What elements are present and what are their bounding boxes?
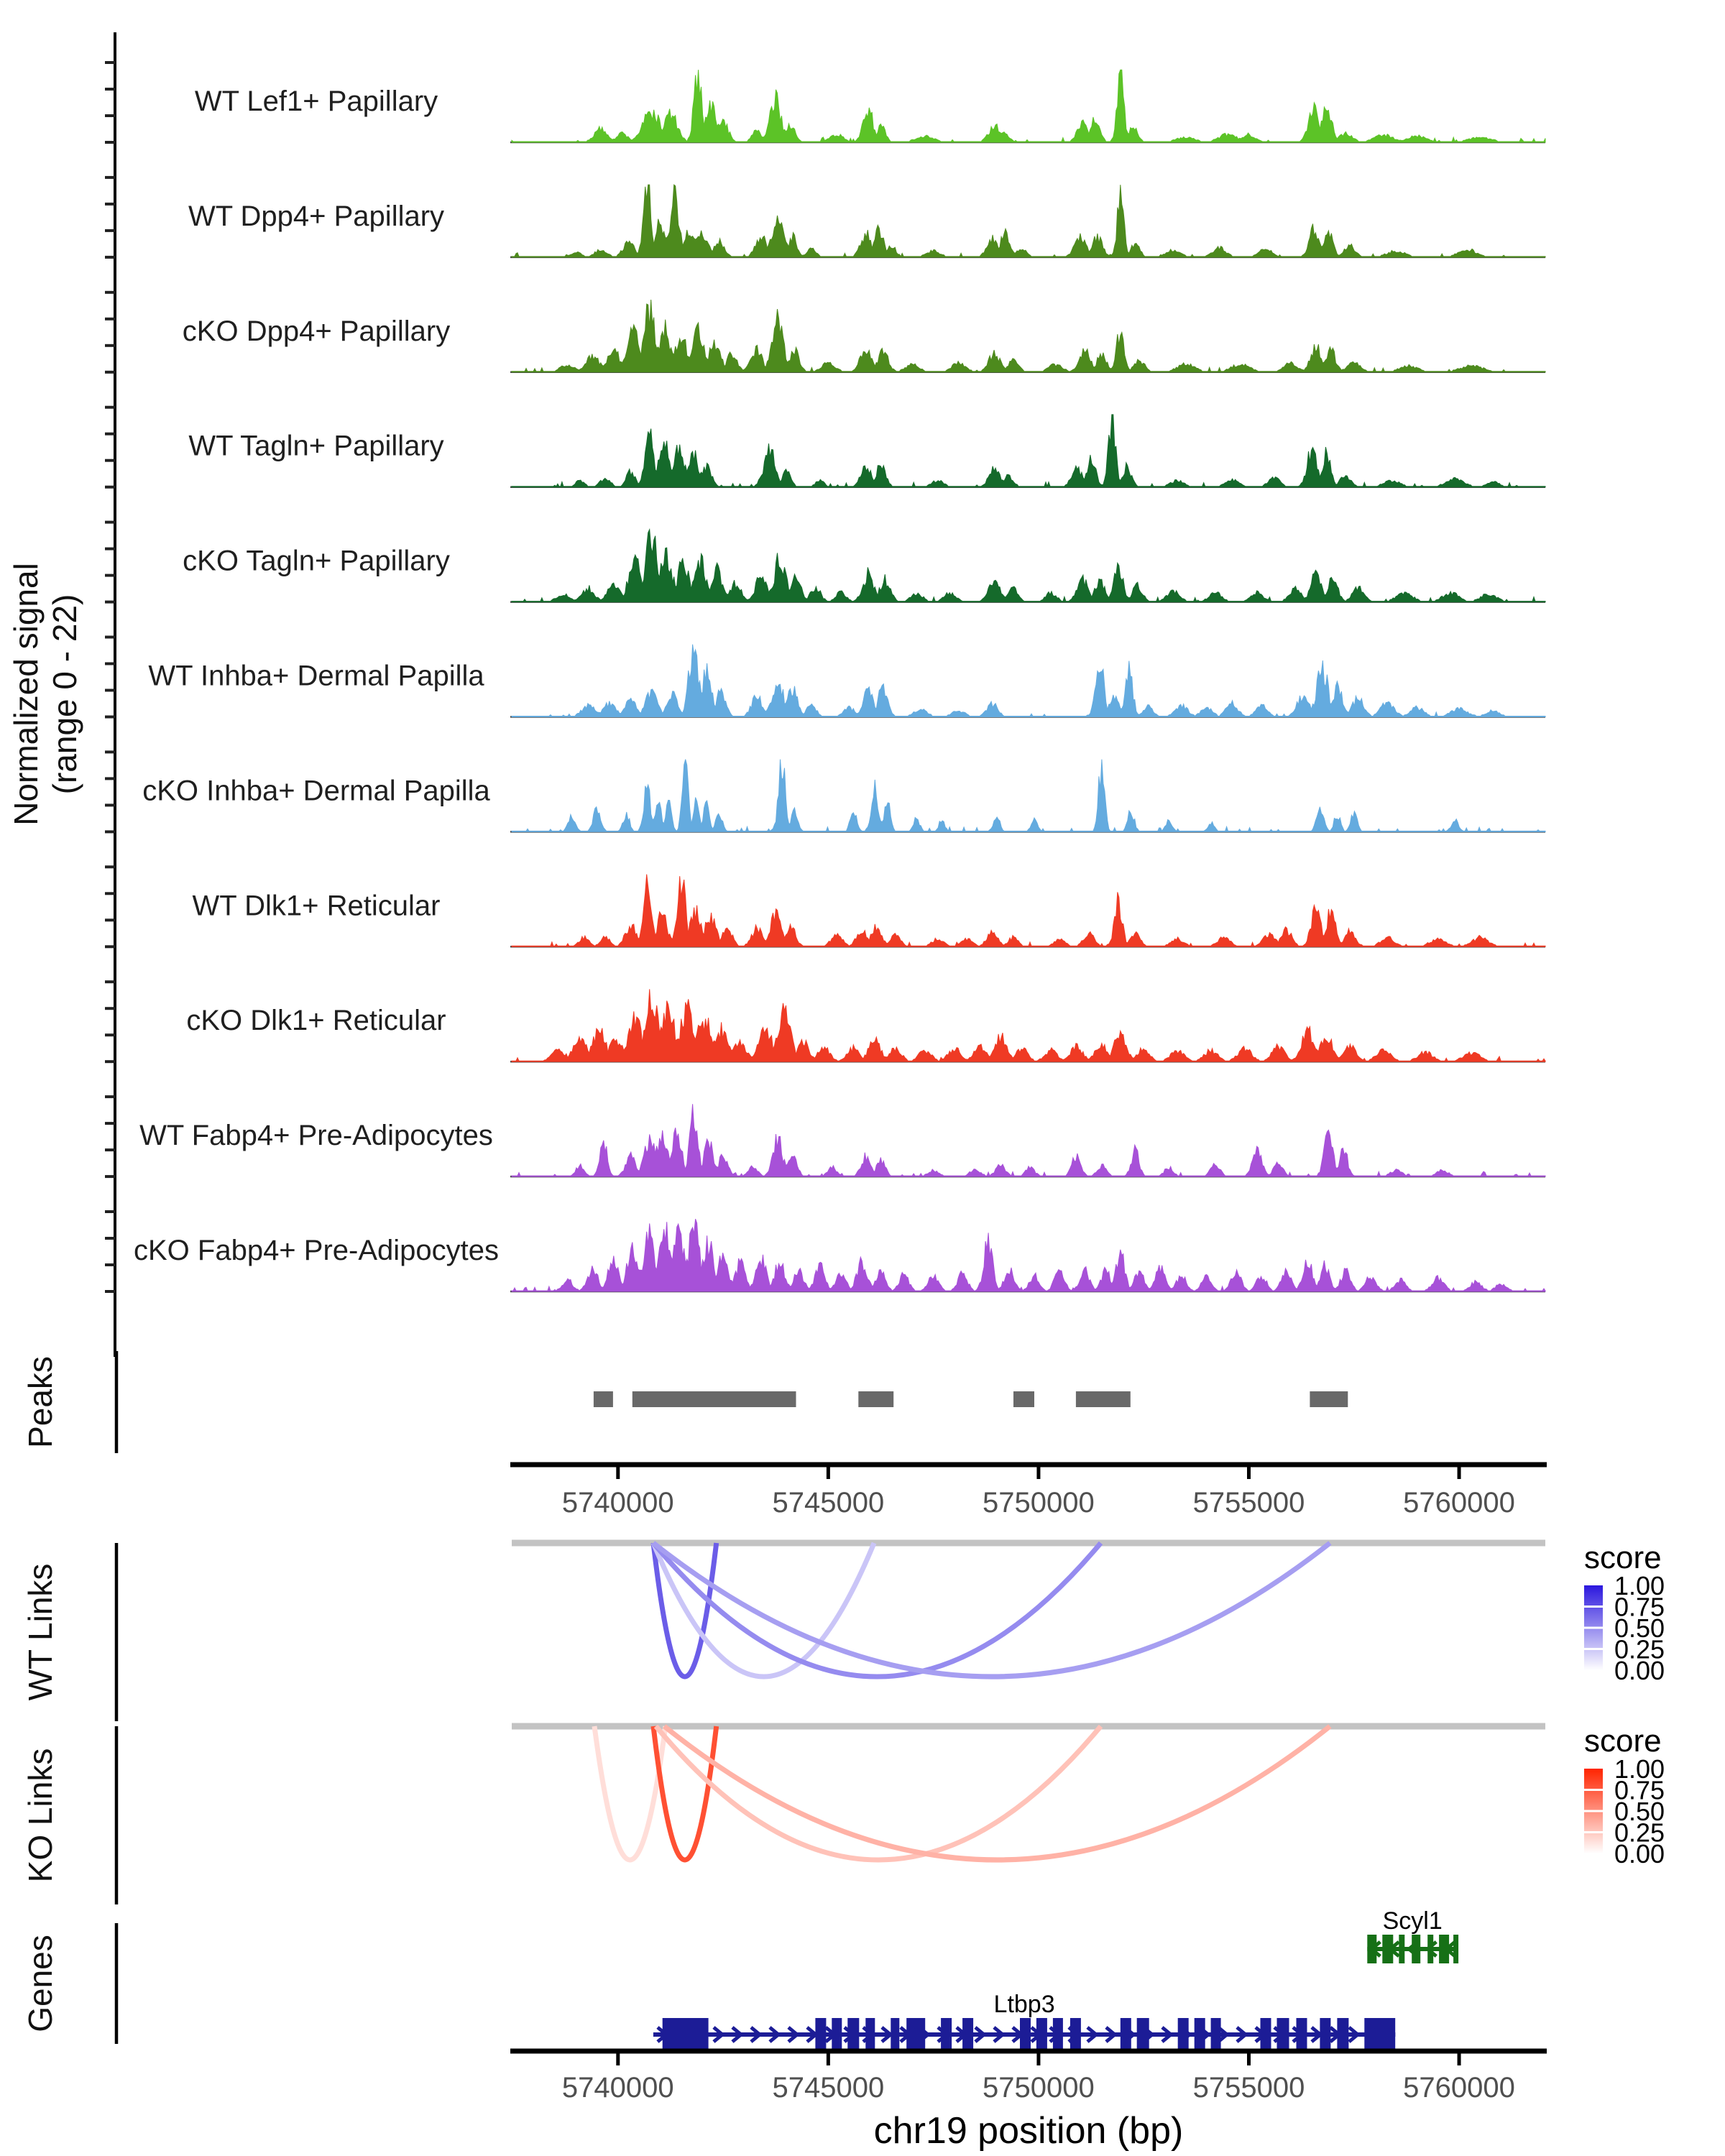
- wt-links-panel: [512, 1543, 1545, 1677]
- exon-block: [1020, 2018, 1031, 2051]
- exon-block: [1427, 1935, 1433, 1963]
- position-axis-top: [510, 1465, 1547, 1519]
- coverage-area: [512, 760, 1545, 832]
- legend-tick-label: 1.00: [1614, 1571, 1665, 1600]
- axis-tick-label: 5760000: [1403, 1487, 1515, 1519]
- exon-block: [815, 2018, 826, 2051]
- coverage-track: [193, 875, 1545, 947]
- gene-model: [1367, 1907, 1458, 1963]
- exon-block: [1261, 2018, 1271, 2051]
- exon-block: [847, 2018, 859, 2051]
- gene-name-label: Scyl1: [1382, 1907, 1443, 1935]
- coverage-track: [142, 760, 1545, 832]
- coverage-area: [512, 645, 1545, 717]
- wt-links-panel-label: WT Links: [22, 1563, 59, 1701]
- legend-tick-label: 0.50: [1614, 1613, 1665, 1643]
- coverage-track: [186, 989, 1545, 1061]
- y-axis-label-line2: (range 0 - 22): [46, 594, 83, 795]
- legend-tick-label: 0.00: [1614, 1656, 1665, 1685]
- peaks-panel-label: Peaks: [22, 1356, 59, 1448]
- coverage-track: [183, 530, 1545, 602]
- coverage-area: [512, 875, 1545, 947]
- peak-region: [594, 1391, 613, 1407]
- exon-block: [1399, 1935, 1404, 1963]
- track-label: cKO Fabp4+ Pre-Adipocytes: [133, 1235, 500, 1266]
- exon-block: [1053, 2018, 1063, 2051]
- peak-region: [858, 1391, 893, 1407]
- coverage-area: [512, 70, 1545, 142]
- gene-name-label: Ltbp3: [993, 1991, 1055, 2018]
- exon-block: [663, 2018, 709, 2051]
- legend-tick-label: 0.25: [1614, 1634, 1665, 1664]
- exon-block: [1364, 2018, 1395, 2051]
- exon-block: [1320, 2018, 1330, 2051]
- coverage-track: [188, 185, 1545, 257]
- exon-block: [891, 2018, 899, 2051]
- peak-region: [1013, 1391, 1034, 1407]
- coverage-track: [188, 415, 1545, 487]
- axis-tick-label: 5740000: [561, 1487, 674, 1519]
- link-arc: [653, 1543, 1330, 1677]
- track-label: cKO Inhba+ Dermal Papilla: [142, 775, 490, 807]
- exon-block: [1178, 2018, 1189, 2051]
- normalized-signal-axis: [105, 32, 116, 2044]
- exon-block: [1070, 2018, 1081, 2051]
- score-legends: [1584, 1571, 1665, 1869]
- links-panels: [512, 1543, 1545, 1860]
- coverage-area: [512, 1219, 1545, 1291]
- coverage-area: [512, 530, 1545, 602]
- y-axis-label-line1: Normalized signal: [7, 563, 45, 826]
- exon-block: [865, 2018, 875, 2051]
- peaks-track: [594, 1391, 1348, 1407]
- legend-tick-label: 0.50: [1614, 1797, 1665, 1826]
- exon-block: [1439, 1935, 1449, 1963]
- exon-block: [962, 2018, 973, 2051]
- genes-panel-label: Genes: [22, 1935, 59, 2032]
- exon-block: [1211, 2018, 1221, 2051]
- exon-block: [1121, 2018, 1131, 2051]
- axis-tick-label: 5755000: [1192, 2072, 1305, 2104]
- axis-tick-label: 5755000: [1192, 1487, 1305, 1519]
- track-label: WT Fabp4+ Pre-Adipocytes: [139, 1120, 493, 1152]
- coverage-track: [139, 1104, 1545, 1176]
- axis-tick-label: 5750000: [983, 2072, 1095, 2104]
- exon-block: [1036, 2018, 1047, 2051]
- legend-tick-label: 0.75: [1614, 1592, 1665, 1622]
- coverage-track: [195, 70, 1545, 142]
- coverage-area: [512, 1104, 1545, 1176]
- exon-block: [1277, 2018, 1289, 2051]
- exon-block: [1195, 2018, 1205, 2051]
- legend-tick-label: 1.00: [1614, 1754, 1665, 1784]
- axis-tick-label: 5760000: [1403, 2072, 1515, 2104]
- axis-tick-label: 5745000: [772, 1487, 885, 1519]
- genes-track: [653, 1907, 1458, 2051]
- coverage-track: [183, 300, 1545, 372]
- track-label: WT Dpp4+ Papillary: [188, 200, 445, 232]
- ko-links-panel: [512, 1726, 1545, 1860]
- axis-tick-label: 5740000: [561, 2072, 674, 2104]
- exon-block: [906, 2018, 925, 2051]
- coverage-track: [134, 1219, 1545, 1291]
- exon-block: [1337, 2018, 1348, 2051]
- track-label: WT Inhba+ Dermal Papilla: [148, 660, 484, 692]
- link-arc: [664, 1726, 1330, 1860]
- track-label: cKO Dlk1+ Reticular: [186, 1005, 446, 1037]
- track-label: cKO Tagln+ Papillary: [183, 545, 450, 577]
- track-label: WT Dlk1+ Reticular: [192, 890, 441, 922]
- legend-tick-label: 0.00: [1614, 1839, 1665, 1869]
- exon-block: [1382, 1935, 1393, 1963]
- ko-score-legend: [1584, 1754, 1665, 1869]
- exon-block: [1367, 1935, 1376, 1963]
- coverage-area: [512, 415, 1545, 487]
- exon-block: [941, 2018, 952, 2051]
- wt-score-legend: [1584, 1571, 1665, 1685]
- exon-block: [1297, 2018, 1307, 2051]
- legend-tick-label: 0.75: [1614, 1775, 1665, 1805]
- coverage-area: [512, 300, 1545, 372]
- coverage-area: [512, 185, 1545, 257]
- peak-region: [632, 1391, 796, 1407]
- exon-block: [1412, 1935, 1420, 1963]
- coverage-track: [148, 645, 1545, 717]
- link-arc: [656, 1726, 1101, 1860]
- track-label: cKO Dpp4+ Papillary: [182, 315, 451, 347]
- position-axis-bottom: [510, 2051, 1547, 2104]
- legend-tick-label: 0.25: [1614, 1818, 1665, 1848]
- axis-tick-label: 5745000: [772, 2072, 885, 2104]
- peak-region: [1310, 1391, 1348, 1407]
- ko-score-legend-title: score: [1584, 1723, 1662, 1759]
- x-axis-label: chr19 position (bp): [873, 2110, 1184, 2152]
- exon-block: [1453, 1935, 1458, 1963]
- axis-tick-label: 5750000: [983, 1487, 1095, 1519]
- track-label: WT Tagln+ Papillary: [188, 430, 444, 462]
- exon-block: [832, 2018, 842, 2051]
- coverage-tracks: [134, 70, 1545, 1291]
- exon-block: [1137, 2018, 1149, 2051]
- link-arc: [653, 1543, 874, 1677]
- track-label: WT Lef1+ Papillary: [194, 86, 438, 117]
- ko-links-panel-label: KO Links: [22, 1748, 59, 1883]
- wt-score-legend-title: score: [1584, 1540, 1662, 1575]
- peak-region: [1076, 1391, 1131, 1407]
- coverage-area: [512, 989, 1545, 1061]
- gene-model: [653, 1991, 1395, 2051]
